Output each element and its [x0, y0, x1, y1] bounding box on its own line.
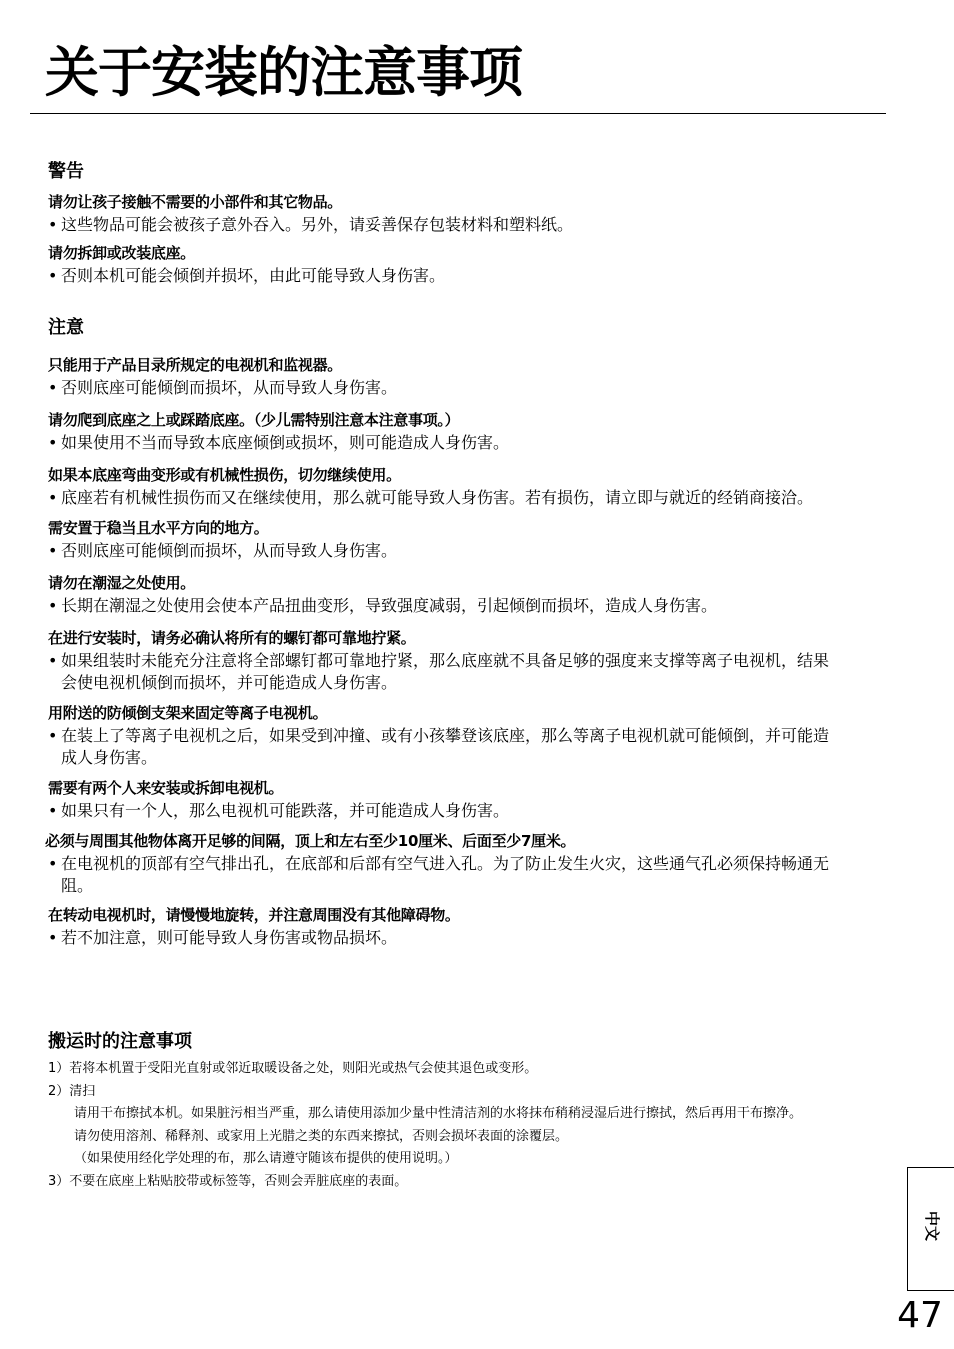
caution-section — [45, 316, 878, 949]
warning-heading: 警告 — [48, 161, 84, 182]
caution-item-9-heading: 必须与周围其他物体离开足够的间隔，顶上和左右至少10厘米、后面至少7厘米。 — [45, 832, 576, 850]
transport-notes — [48, 1058, 868, 1193]
transport-note-2-sub-2: 请勿使用溶剂、稀释剂、或家用上光腊之类的东西来擦拭，否则会损坏表面的涂覆层。 — [74, 1128, 569, 1144]
warning-item-2-text: • 否则本机可能会倾倒并损坏，由此可能导致人身伤害。 — [48, 265, 878, 287]
caution-item-2-heading: 请勿爬到底座之上或踩踏底座。（少儿需特别注意本注意事项。） — [48, 411, 460, 429]
caution-item-4-text: • 否则底座可能倾倒而损坏，从而导致人身伤害。 — [48, 540, 878, 562]
warning-item-2-heading: 请勿拆卸或改装底座。 — [48, 244, 196, 262]
caution-item-6-heading: 在进行安装时，请务必确认将所有的螺钉都可靠地拧紧。 — [48, 629, 416, 647]
language-tab-label: 中文 — [923, 1210, 941, 1241]
caution-item-5-heading: 请勿在潮湿之处使用。 — [48, 574, 196, 592]
page-number: 47 — [897, 1295, 943, 1336]
caution-item-8-heading: 需要有两个人来安装或拆卸电视机。 — [48, 779, 284, 797]
caution-item-3-heading: 如果本底座弯曲变形或有机械性损伤，切勿继续使用。 — [48, 466, 401, 484]
caution-item-3-text: • 底座若有机械性损伤而又在继续使用，那么就可能导致人身伤害。若有损伤，请立即与就近的经销商接洽。 — [48, 487, 878, 509]
transport-note-2-sub-1: 请用干布擦拭本机。如果脏污相当严重，那么请使用添加少量中性清洁剂的水将抹布稍稍浸湿后进行擦拭，然后再用干布擦净。 — [74, 1106, 803, 1121]
warning-section — [48, 160, 878, 287]
caution-item-7-heading: 用附送的防倾倒支架来固定等离子电视机。 — [48, 704, 328, 722]
language-tab — [907, 1167, 954, 1291]
caution-item-8-text: • 如果只有一个人，那么电视机可能跌落，并可能造成人身伤害。 — [48, 800, 878, 822]
title-rule — [30, 113, 886, 114]
caution-item-5-text: • 长期在潮湿之处使用会使本产品扭曲变形，导致强度减弱，引起倾倒而损坏，造成人身伤害。 — [48, 595, 878, 617]
caution-heading: 注意 — [48, 317, 84, 338]
warning-item-1-text: • 这些物品可能会被孩子意外吞入。另外，请妥善保存包装材料和塑料纸。 — [48, 214, 878, 236]
caution-item-2-text: • 如果使用不当而导致本底座倾倒或损坏，则可能造成人身伤害。 — [48, 432, 878, 454]
caution-item-1-text: • 否则底座可能倾倒而损坏，从而导致人身伤害。 — [48, 377, 878, 399]
page-title: 关于安装的注意事项 — [45, 41, 522, 104]
caution-item-10-heading: 在转动电视机时，请慢慢地旋转，并注意周围没有其他障碍物。 — [48, 906, 460, 924]
transport-heading: 搬运时的注意事项 — [48, 1031, 192, 1052]
caution-item-7-text: • 在装上了等离子电视机之后，如果受到冲撞、或有小孩攀登该底座，那么等离子电视机就可能倾倒，并可能造成人身伤害。 — [48, 725, 878, 769]
caution-item-1-heading: 只能用于产品目录所规定的电视机和监视器。 — [48, 356, 343, 374]
caution-item-4-heading: 需安置于稳当且水平方向的地方。 — [48, 519, 269, 537]
caution-item-6-text: • 如果组装时未能充分注意将全部螺钉都可靠地拧紧，那么底座就不具备足够的强度来支撑等离子电视机，结果会使电视机倾倒而损坏，并可能造成人身伤害。 — [48, 650, 878, 694]
transport-section — [48, 1030, 878, 1056]
caution-item-10-text: • 若不加注意，则可能导致人身伤害或物品损坏。 — [48, 927, 878, 949]
transport-note-1: 1）若将本机置于受阳光直射或邻近取暖设备之处，则阳光或热气会使其退色或变形。 — [48, 1061, 538, 1076]
caution-item-9-text: • 在电视机的顶部有空气排出孔，在底部和后部有空气进入孔。为了防止发生火灾，这些通气孔必须保持畅通无阻。 — [48, 853, 878, 897]
transport-note-3: 3）不要在底座上粘贴胶带或标签等，否则会弄脏底座的表面。 — [48, 1173, 408, 1189]
warning-item-1-heading: 请勿让孩子接触不需要的小部件和其它物品。 — [48, 193, 343, 211]
transport-note-2-sub-3: （如果使用经化学处理的布，那么请遵守随该布提供的使用说明。） — [74, 1151, 458, 1166]
transport-note-2: 2）清扫 — [48, 1083, 96, 1099]
